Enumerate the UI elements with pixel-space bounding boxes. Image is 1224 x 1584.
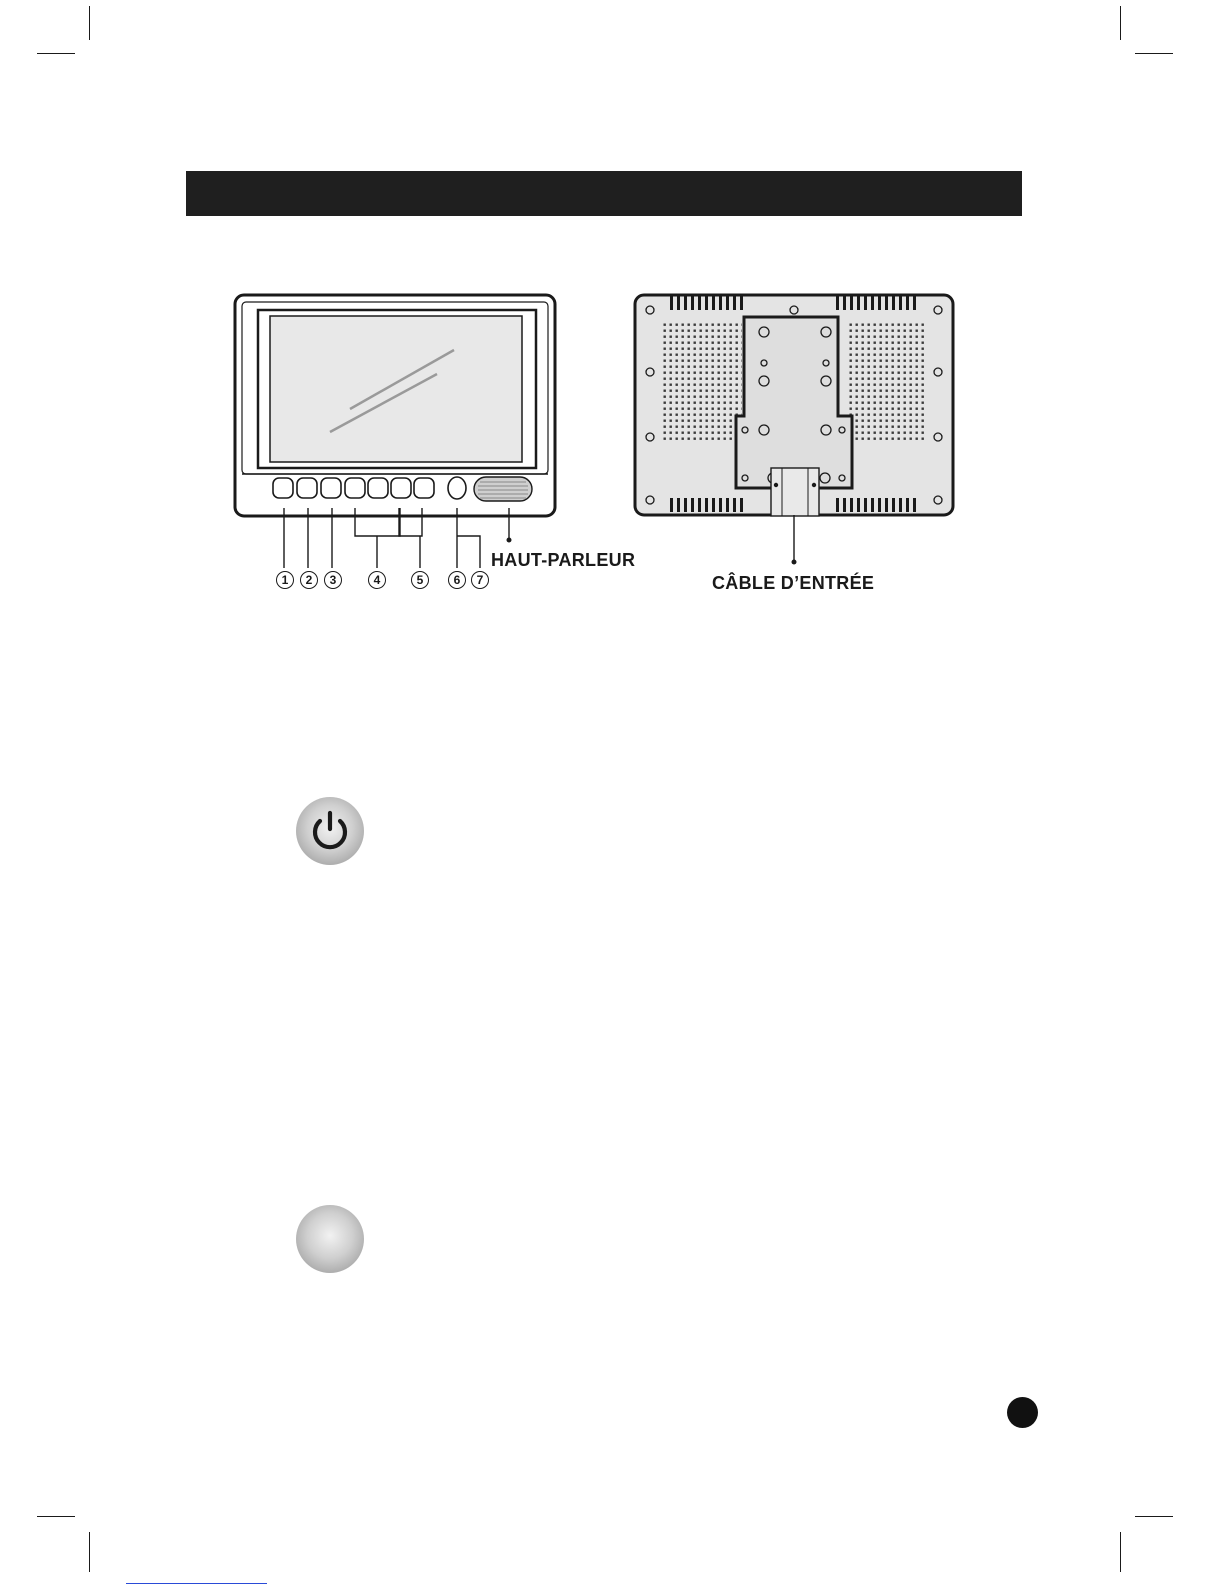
crop-mark-top-right-vertical (1120, 6, 1121, 40)
crop-mark-top-left-vertical (89, 6, 90, 40)
callout-1: 1 (276, 571, 294, 589)
callout-7: 7 (471, 571, 489, 589)
power-button (296, 797, 364, 865)
back-view-diagram (632, 292, 958, 520)
round-button-icon (296, 1205, 364, 1273)
crop-mark-top-left-horizontal (37, 53, 75, 54)
crop-mark-bottom-right-horizontal (1135, 1516, 1173, 1517)
crop-mark-top-right-horizontal (1135, 53, 1173, 54)
cable-callout-line (788, 515, 800, 567)
page-number-dot (1007, 1397, 1038, 1428)
callout-3: 3 (324, 571, 342, 589)
speaker-label: HAUT-PARLEUR (491, 550, 636, 570)
callout-4: 4 (368, 571, 386, 589)
crop-mark-bottom-left-horizontal (37, 1516, 75, 1517)
callout-2: 2 (300, 571, 318, 589)
callout-5: 5 (411, 571, 429, 589)
crop-mark-bottom-left-vertical (89, 1532, 90, 1572)
section-title-bar (186, 171, 1022, 216)
power-icon (296, 797, 364, 865)
crop-mark-bottom-right-vertical (1120, 1532, 1121, 1572)
front-callout-lines (270, 478, 520, 578)
input-cable-label: CÂBLE D’ENTRÉE (712, 573, 875, 593)
callout-6: 6 (448, 571, 466, 589)
